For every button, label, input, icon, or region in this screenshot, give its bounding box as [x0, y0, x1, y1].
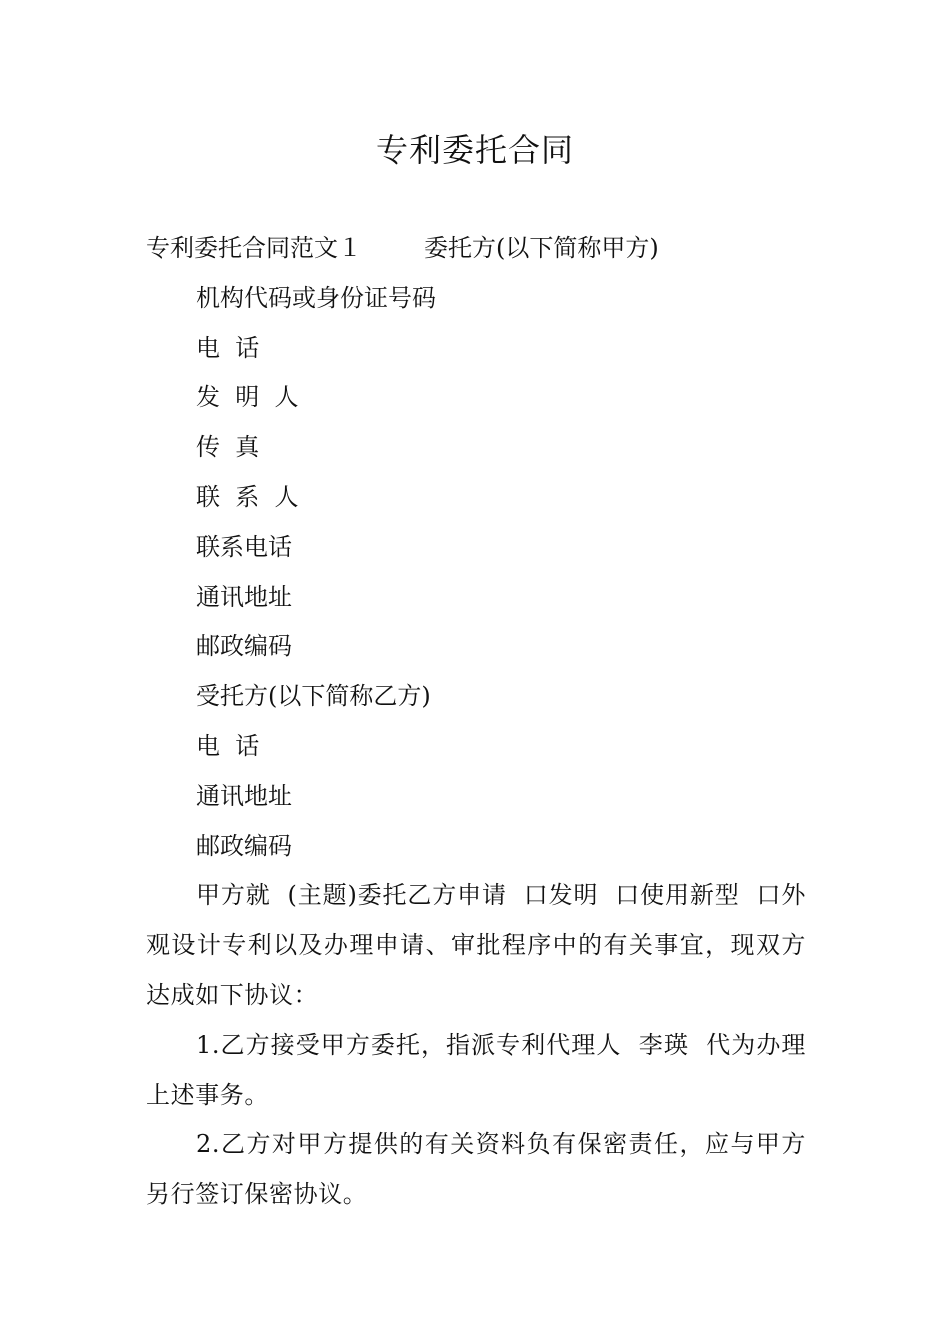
document-title: 专利委托合同: [375, 131, 574, 169]
field-inventor: 发 明 人: [196, 383, 299, 412]
paragraph-clause-2: 2.乙方对甲方提供的有关资料负有保密责任，应与甲方另行签订保密协议。: [146, 1130, 806, 1209]
field-id-number: 机构代码或身份证号码: [196, 283, 436, 312]
field-address: 通讯地址: [196, 582, 292, 611]
field-contact-phone: 联系电话: [196, 532, 292, 561]
paragraph-clause-1: 1.乙方接受甲方委托，指派专利代理人 李瑛 代为办理上述事务。: [146, 1030, 806, 1109]
field-phone: 电 话: [196, 333, 260, 362]
header-line-right: 委托方(以下简称甲方): [424, 234, 659, 262]
header-line-left: 专利委托合同范文１: [146, 234, 362, 262]
field-postcode: 邮政编码: [196, 632, 292, 661]
field-trustee: 受托方(以下简称乙方): [196, 682, 431, 711]
field-contact-person: 联 系 人: [196, 482, 299, 511]
header-line: [146, 224, 806, 274]
field-fax: 传 真: [196, 433, 260, 462]
field-trustee-phone: 电 话: [196, 731, 260, 760]
paragraph-scope: 甲方就 (主题)委托乙方申请 口发明 口使用新型 口外观设计专利以及办理申请、审批程序中的有关事宜，现双方达成如下协议：: [146, 881, 806, 1009]
document-body: [146, 224, 806, 1220]
field-trustee-postcode: 邮政编码: [196, 831, 292, 860]
field-trustee-address: 通讯地址: [196, 781, 292, 810]
